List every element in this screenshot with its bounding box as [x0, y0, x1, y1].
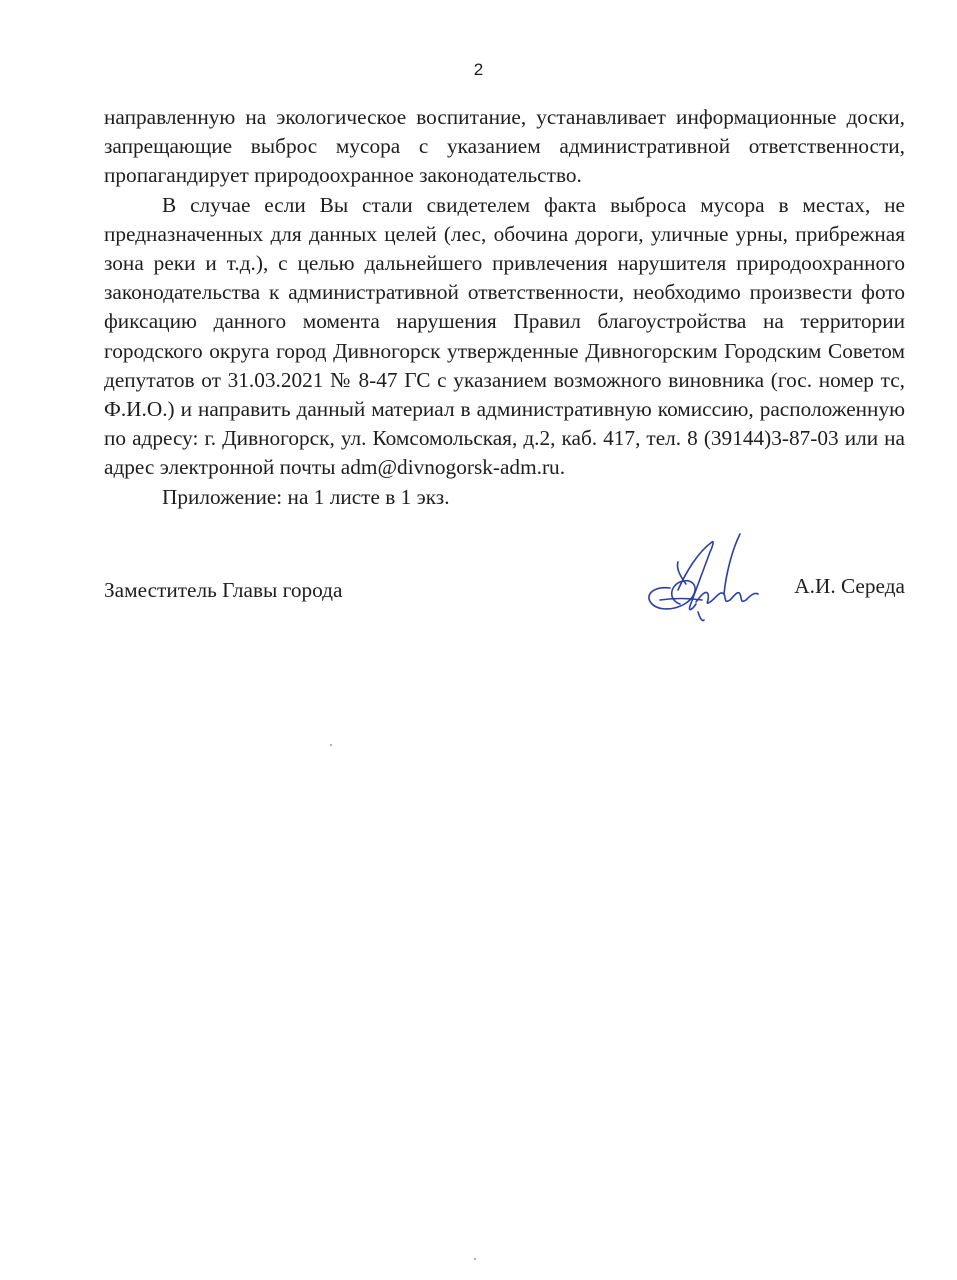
signer-name: А.И. Середа — [794, 574, 905, 598]
handwritten-signature — [640, 528, 770, 628]
scan-speck — [474, 1258, 476, 1260]
paragraph-continuation: направленную на экологическое воспитание, устанавливает информационные доски, запрещающие выброс мусора с указанием административной ответственности, пропагандирует природоохранное законодательство. — [104, 105, 905, 188]
scan-speck — [330, 744, 332, 746]
letter-body — [104, 103, 905, 512]
signature-block — [104, 574, 905, 618]
paragraph-attachment: Приложение: на 1 листе в 1 экз. — [162, 484, 450, 509]
paragraph-instructions: В случае если Вы стали свидетелем факта выброса мусора в местах, не предназначенных для данных целей (лес, обочина дороги, уличные урны, прибрежная зона реки и т.д.), с целью дальнейшего привлечения нарушителя природоохранного законодательства к административной ответственности, необходимо произвести фото фиксацию данного момента нарушения Правил благоустройства на территории городского округа город Дивногорск утвержденные Дивногорским Городским Советом депутатов от 31.03.2021 № 8-47 ГС с указанием возможного виновника (гос. номер тс, Ф.И.О.) и направить данный материал в административную комиссию, расположенную по адресу: г. Дивногорск, ул. Комсомольская, д.2, каб. 417, тел. 8 (39144)3-87-03 или на адрес электронной почты adm@divnogorsk-adm.ru. — [104, 192, 905, 480]
position-title: Заместитель Главы города — [104, 578, 343, 602]
page-number: 2 — [473, 60, 484, 79]
